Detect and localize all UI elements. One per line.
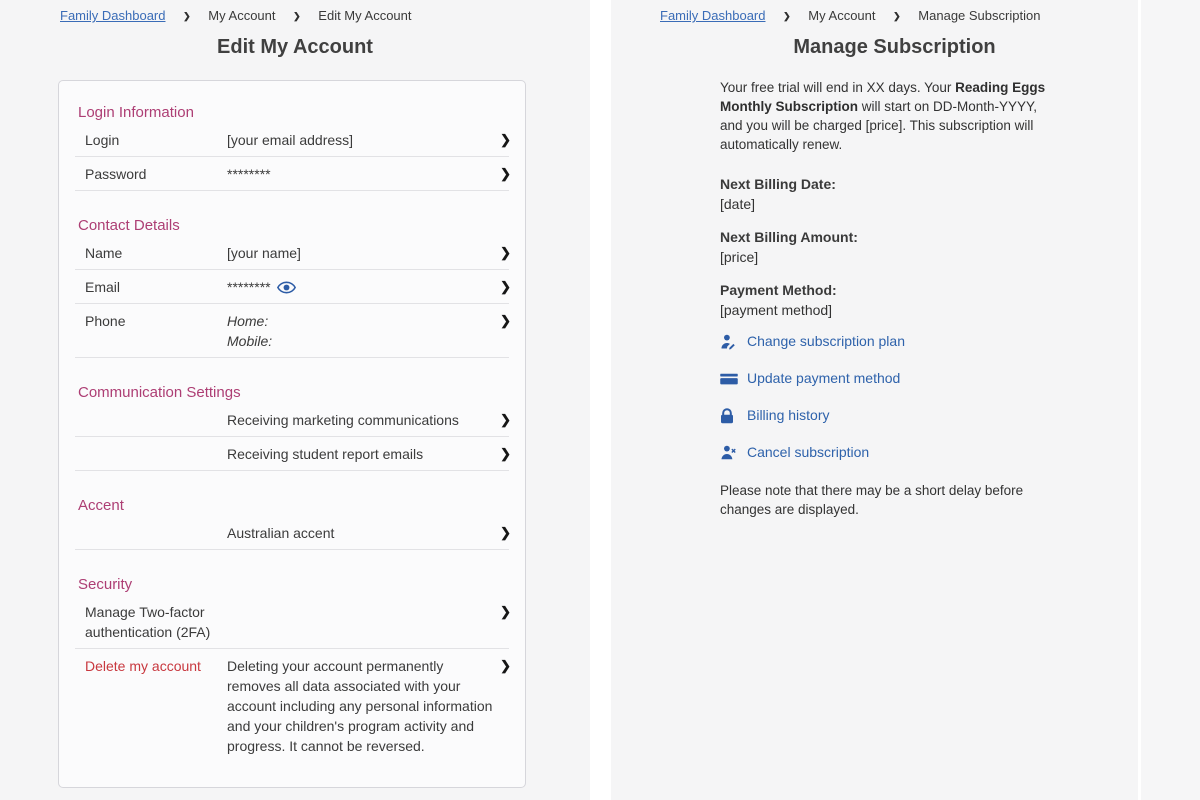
breadcrumb-separator-icon: ❯ [293, 11, 301, 21]
chevron-right-icon: ❯ [500, 132, 511, 147]
row-label: Name [85, 245, 123, 261]
section-header-login-information: Login Information [78, 104, 194, 121]
breadcrumb [60, 8, 412, 23]
row-delete-account[interactable] [59, 649, 525, 763]
row-student-report-emails[interactable] [59, 437, 525, 471]
chevron-right-icon: ❯ [500, 313, 511, 328]
row-label: Email [85, 279, 121, 295]
link-billing-history[interactable] [720, 407, 1056, 424]
breadcrumb-item-current: Edit My Account [318, 8, 412, 23]
link-label: Billing history [747, 407, 830, 423]
delete-account-label: Delete my account [85, 658, 201, 674]
intro-plan-name: Reading Eggs Monthly Subscription [720, 80, 1046, 114]
row-value: Receiving marketing communications [227, 412, 459, 428]
breadcrumb-separator-icon: ❯ [783, 11, 791, 21]
chevron-right-icon: ❯ [500, 604, 511, 619]
link-label: Update payment method [747, 370, 901, 386]
phone-mobile-line: Mobile: [227, 333, 273, 349]
edit-account-screen [0, 0, 590, 800]
section-header-communication-settings: Communication Settings [78, 384, 241, 401]
row-two-factor-authentication[interactable] [59, 595, 525, 649]
row-login[interactable] [59, 123, 525, 157]
row-value: Australian accent [227, 525, 335, 541]
row-label: Manage Two-factor authentication (2FA) [85, 604, 211, 640]
intro-part2: will start on DD-Month-YYYY, and you will be charged [price]. This subscription will automatically renew. [720, 99, 1038, 152]
billing-group-payment-method [720, 280, 1056, 320]
phone-home-line: Home: [227, 313, 269, 329]
row-name[interactable] [59, 236, 525, 270]
breadcrumb-separator-icon: ❯ [893, 11, 901, 21]
breadcrumb-link-family-dashboard[interactable]: Family Dashboard [660, 8, 766, 23]
row-value: [your email address] [227, 132, 354, 148]
row-value: [your name] [227, 245, 301, 261]
subscription-content [720, 0, 1056, 519]
trial-intro-text [720, 78, 1056, 154]
link-update-payment-method[interactable] [720, 370, 1056, 387]
chevron-right-icon: ❯ [500, 446, 511, 461]
row-value [227, 277, 493, 297]
row-accent[interactable] [59, 516, 525, 550]
billing-group-next-amount [720, 227, 1056, 267]
breadcrumb-item-my-account: My Account [208, 8, 276, 23]
user-edit-icon [720, 333, 739, 350]
section-header-accent: Accent [78, 497, 124, 514]
section-header-security: Security [78, 576, 133, 593]
next-billing-date-label: Next Billing Date: [720, 176, 836, 192]
page-title: Manage Subscription [793, 36, 996, 58]
link-cancel-subscription[interactable] [720, 444, 1056, 461]
page-edge-strip [1141, 0, 1200, 800]
row-marketing-communications[interactable] [59, 403, 525, 437]
row-value: ******** [227, 166, 271, 182]
billing-group-next-date [720, 174, 1056, 214]
billing-details [720, 174, 1056, 320]
chevron-right-icon: ❯ [500, 525, 511, 540]
row-value [227, 311, 493, 351]
chevron-right-icon: ❯ [500, 412, 511, 427]
row-label: Password [85, 166, 147, 182]
next-billing-amount-value: [price] [720, 249, 759, 265]
masked-email-value: ******** [227, 279, 271, 295]
chevron-right-icon: ❯ [500, 245, 511, 260]
row-password[interactable] [59, 157, 525, 191]
intro-part1: Your free trial will end in XX days. Your [720, 80, 956, 95]
user-x-icon [720, 444, 739, 461]
link-label: Cancel subscription [747, 444, 870, 460]
delay-note-text: Please note that there may be a short delay before changes are displayed. [720, 483, 1024, 517]
row-label: Phone [85, 313, 126, 329]
next-billing-date-value: [date] [720, 196, 756, 212]
next-billing-amount-label: Next Billing Amount: [720, 229, 858, 245]
payment-method-label: Payment Method: [720, 282, 837, 298]
subscription-actions [720, 333, 1056, 461]
chevron-right-icon: ❯ [500, 166, 511, 181]
section-header-contact-details: Contact Details [78, 217, 180, 234]
chevron-right-icon: ❯ [500, 279, 511, 294]
breadcrumb-link-family-dashboard[interactable]: Family Dashboard [60, 8, 166, 23]
page-title: Edit My Account [217, 36, 373, 58]
breadcrumb-separator-icon: ❯ [183, 11, 191, 21]
delete-account-description-text: Deleting your account permanently removes all data associated with your account including any personal information and your children's program activity and progress. It cannot be reversed. [227, 658, 493, 754]
eye-icon[interactable] [277, 281, 296, 294]
credit-card-icon [720, 370, 739, 387]
row-value: Receiving student report emails [227, 446, 424, 462]
row-email[interactable] [59, 270, 525, 304]
lock-icon [720, 407, 739, 424]
row-phone[interactable] [59, 304, 525, 358]
delete-account-description [227, 656, 493, 756]
payment-method-value: [payment method] [720, 302, 833, 318]
account-settings-card [58, 80, 526, 788]
chevron-right-icon: ❯ [500, 658, 511, 673]
link-change-subscription-plan[interactable] [720, 333, 1056, 350]
manage-subscription-screen [611, 0, 1138, 800]
row-label: Login [85, 132, 120, 148]
link-label: Change subscription plan [747, 333, 905, 349]
breadcrumb-item-my-account: My Account [808, 8, 876, 23]
breadcrumb-item-current: Manage Subscription [918, 8, 1041, 23]
